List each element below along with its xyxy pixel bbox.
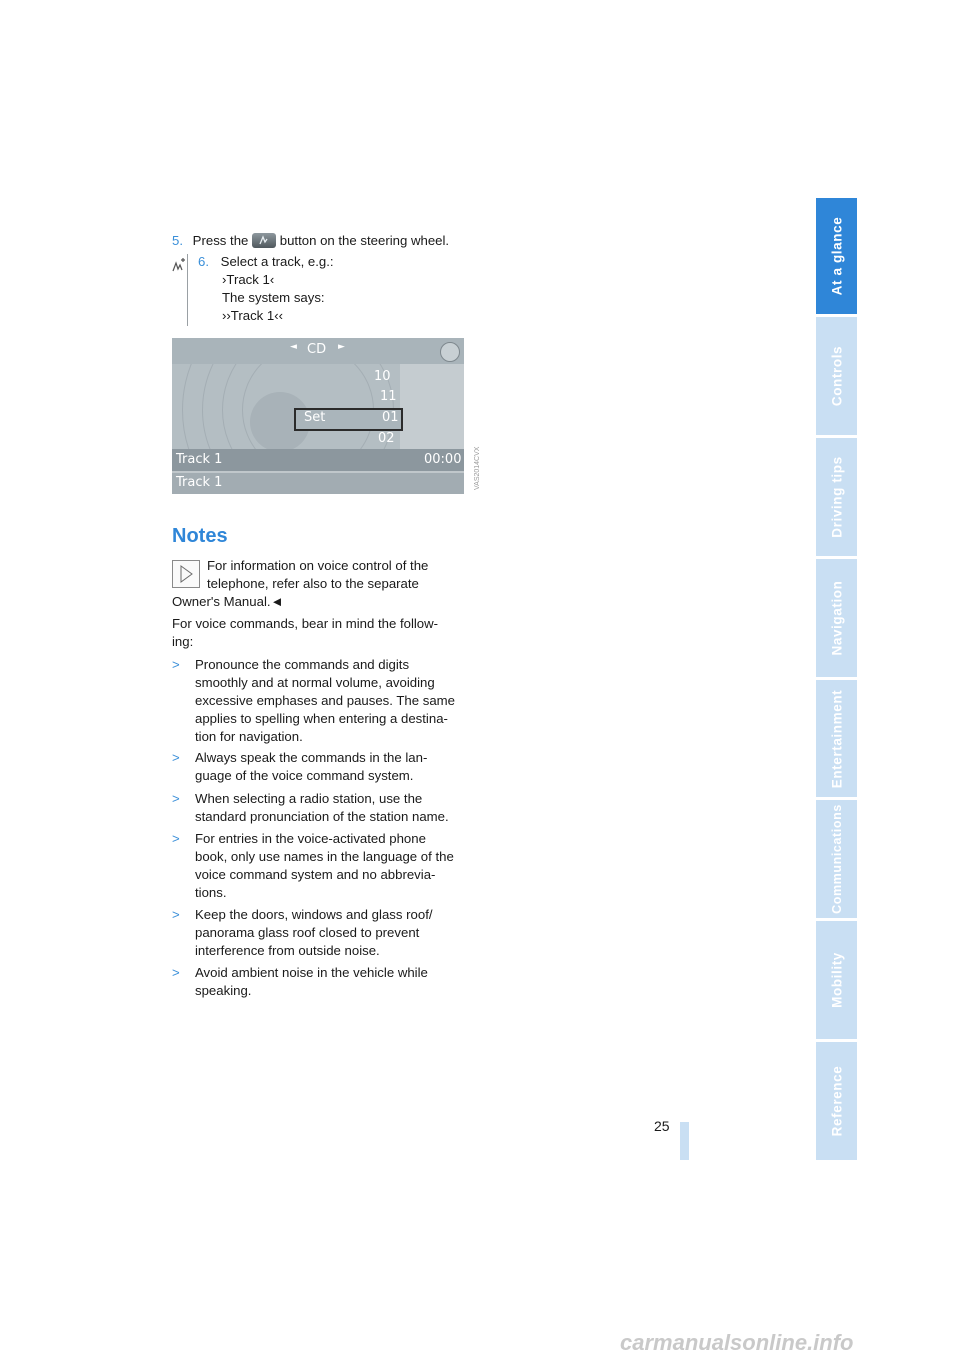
watermark: carmanualsonline.info [620,1330,854,1355]
status-bar [172,449,464,471]
intro-line: For voice commands, bear in mind the follow- [172,616,439,631]
tab-label: Driving tips [829,456,844,538]
step-5 [172,232,482,250]
status-track: Track 1 [176,452,223,467]
bullet-line: guage of the voice command system. [195,768,414,783]
bullet-marker: > [172,831,180,846]
control-display-screen [172,338,464,494]
page-number: 25 [654,1118,670,1134]
bullet-line: interference from outside noise. [195,943,380,958]
tab-driving-tips[interactable] [816,438,857,556]
tab-label: Entertainment [829,689,844,788]
step-instruction: Select a track, e.g.: [220,254,334,269]
tab-label: At a glance [829,216,844,296]
note-text-line: telephone, refer also to the separate [207,576,419,591]
step-divider [187,254,188,326]
bullet-line: For entries in the voice-activated phone [195,831,426,846]
bullet-line: standard pronunciation of the station name. [195,809,449,824]
bullet-marker: > [172,657,180,672]
tab-label: Reference [829,1065,844,1137]
bullet-marker: > [172,791,180,806]
bottom-track: Track 1 [176,475,223,490]
tab-navigation[interactable] [816,559,857,677]
intro-line: ing: [172,634,194,649]
bullet-line: Pronounce the commands and digits [195,657,410,672]
bullet-line: applies to spelling when entering a destina- [195,711,448,726]
note-text-line: Owner's Manual.◄ [172,594,284,609]
tab-label: Navigation [829,580,844,656]
bullet-line: Always speak the commands in the lan- [195,750,428,765]
controller-icon [440,342,460,362]
selected-track-number: 01 [382,410,399,425]
note-triangle-icon [172,560,200,588]
right-arrow-icon: ► [338,342,345,352]
note-text-line: For information on voice control of the [207,558,429,573]
figure-code: VAS2014CVX [474,446,481,490]
bullet-line: excessive emphases and pauses. The same [195,693,455,708]
bullet-line: tions. [195,885,227,900]
bullet-marker: > [172,907,180,922]
bullet-line: tion for navigation. [195,729,303,744]
track-list-item: 11 [380,389,397,404]
status-time: 00:00 [424,452,462,467]
tab-entertainment[interactable] [816,680,857,797]
tab-label: Controls [829,345,844,407]
tab-at-a-glance[interactable] [816,198,857,314]
tab-label: Mobility [829,952,844,1008]
system-says-label: The system says: [222,290,325,305]
bullet-line: speaking. [195,983,252,998]
track-scroll-bar [400,364,464,449]
system-response-text: ››Track 1‹‹ [222,308,284,323]
page-number-bar [680,1122,689,1160]
screen-header-label: CD [307,342,327,357]
bullet-line: Keep the doors, windows and glass roof/ [195,907,433,922]
voice-command-icon [172,258,186,272]
tab-controls[interactable] [816,317,857,435]
notes-heading: Notes [172,525,228,547]
left-arrow-icon: ◄ [290,342,297,352]
set-selection-box [294,408,403,431]
bullet-marker: > [172,750,180,765]
voice-talk-button-icon [252,233,276,248]
screen-header [172,338,464,364]
step-text-before: Press the [192,233,249,248]
bullet-line: panorama glass roof closed to prevent [195,925,420,940]
bullet-line: voice command system and no abbrevia- [195,867,436,882]
bullet-marker: > [172,965,180,980]
tab-communications[interactable] [816,800,857,918]
track-list-item: 02 [378,431,395,446]
step-text-after: button on the steering wheel. [279,233,450,248]
bullet-line: book, only use names in the language of the [195,849,454,864]
set-label: Set [304,410,326,425]
screen-main [172,364,464,449]
voice-command-text: ›Track 1‹ [222,272,275,287]
step-6 [198,253,468,325]
tab-label: Communications [829,804,844,914]
tab-mobility[interactable] [816,921,857,1039]
step-number: 6. [198,254,209,269]
bottom-bar [172,473,464,494]
step-number: 5. [172,233,183,248]
bullet-line: smoothly and at normal volume, avoiding [195,675,435,690]
bullet-line: Avoid ambient noise in the vehicle while [195,965,428,980]
track-list-item: 10 [374,369,391,384]
bullet-line: When selecting a radio station, use the [195,791,423,806]
tab-reference[interactable] [816,1042,857,1160]
